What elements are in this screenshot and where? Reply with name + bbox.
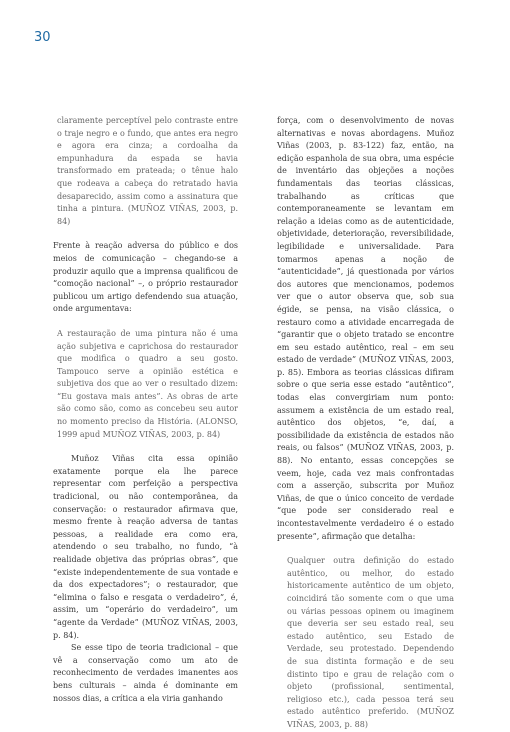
body-paragraph: força, com o desenvolvimento de novas alternativas e novas abordagens. Muñoz Viñas (2003, p. 83-122) faz, então, na edição espanhola de sua obra, uma espécie de inventário das objeções a noções fundamentais das teorias clássicas, trabalhando as críticas que contemporaneamente se levantam em relação a ideias como as de autenticidade, objetividade, deterioração, reversibilidade, legibilidade e universalidade. Para tomarmos apenas a noção de “autenticidade”, já questionada por vários dos autores que mencionamos, podemos ver que o autor observa que, sob sua égide, se pensa, na visão clássica, o restauro como a atividade encarregada de “garantir que o objeto tratado se encontre em seu estado autêntico, real – em seu estado de verdade” (MUÑOZ VIÑAS, 2003, p. 85). Embora as teorias clássicas difiram sobre o que seria esse estado “autêntico”, todas elas convergiriam num ponto: assumem a existência de um estado real, autêntico dos objetos, “e, daí, a possibilidade da existência de estados não reais, ou falsos” (MUÑOZ VIÑAS, 2003, p. 88). No entanto, essas concepções se veem, hoje, cada vez mais confrontadas com a asserção, subscrita por Muñoz Viñas, de que o único conceito de verdade “que pode ser considerado real e incontestavelmente verdadeiro é o estado presente”, afirmação que detalha:	[277, 116, 454, 541]
right-column	[277, 115, 454, 732]
block-quote: Qualquer outra definição do estado autêntico, ou melhor, do estado historicamente autêntico de um objeto, coincidirá tão somente com o que uma ou várias pessoas opinem ou imaginem que deveria ser seu estado real, seu estado autêntico, seu Estado de Verdade, seu protestado. Dependendo de sua distinta formação e de seu distinto tipo e grau de relação com o objeto (profissional, sentimental, religioso etc.), cada pessoa terá seu estado autêntico preferido. (MUÑOZ VIÑAS, 2003, p. 88)	[287, 556, 454, 729]
block-quote: A restauração de uma pintura não é uma ação subjetiva e caprichosa do restaurador que modifica o quadro a seu gosto. Tampouco serve a opinião estética e subjetiva dos que ao ver o resultado dizem: “Eu gostava mais antes”. As obras de arte são como são, como as concebeu seu autor no momento preciso da História. (ALONSO, 1999 apud MUÑOZ VIÑAS, 2003, p. 84)	[57, 328, 238, 439]
body-paragraph: Frente à reação adversa do público e dos meios de comunicação – chegando-se a produzir aquilo que a imprensa qualificou de “comoção nacional” –, o próprio restaurador publicou um artigo defendendo sua atuação, onde argumentava:	[53, 241, 238, 314]
page-number: 30	[34, 30, 51, 45]
left-column	[53, 115, 238, 705]
block-quote: claramente perceptível pelo contraste entre o traje negro e o fundo, que antes era negro e agora era cinza; a cordoalha da empunhadura da espada se havia transformado em prateada; o tênue halo que rodeava a cabeça do retratado havia desaparecido, assim como a assinatura que tinha a pintura. (MUÑOZ VIÑAS, 2003, p. 84)	[57, 116, 238, 226]
body-paragraph: Muñoz Viñas cita essa opinião exatamente porque ela lhe parece representar com perfeição a perspectiva tradicional, ou não contemporânea, da conservação: o restaurador afirmava que, mesmo frente à reação adversa de tantas pessoas, a realidade era como era, atendendo o seu trabalho, no fundo, “à realidade objetiva das próprias obras”, que “existe independentemente de sua vontade e da dos expectadores”; o restaurador, que “elimina o falso e resgata o verdadeiro”, é, assim, um “operário do verdadeiro”, um “agente da Verdade” (MUÑOZ VIÑAS, 2003, p. 84).	[53, 454, 238, 640]
body-paragraph: Se esse tipo de teoria tradicional – que vê a conservação como um ato de reconhecimento de verdades imanentes aos bens culturais – ainda é dominante em nossos dias, a crítica a ela viria ganhando	[53, 643, 238, 703]
